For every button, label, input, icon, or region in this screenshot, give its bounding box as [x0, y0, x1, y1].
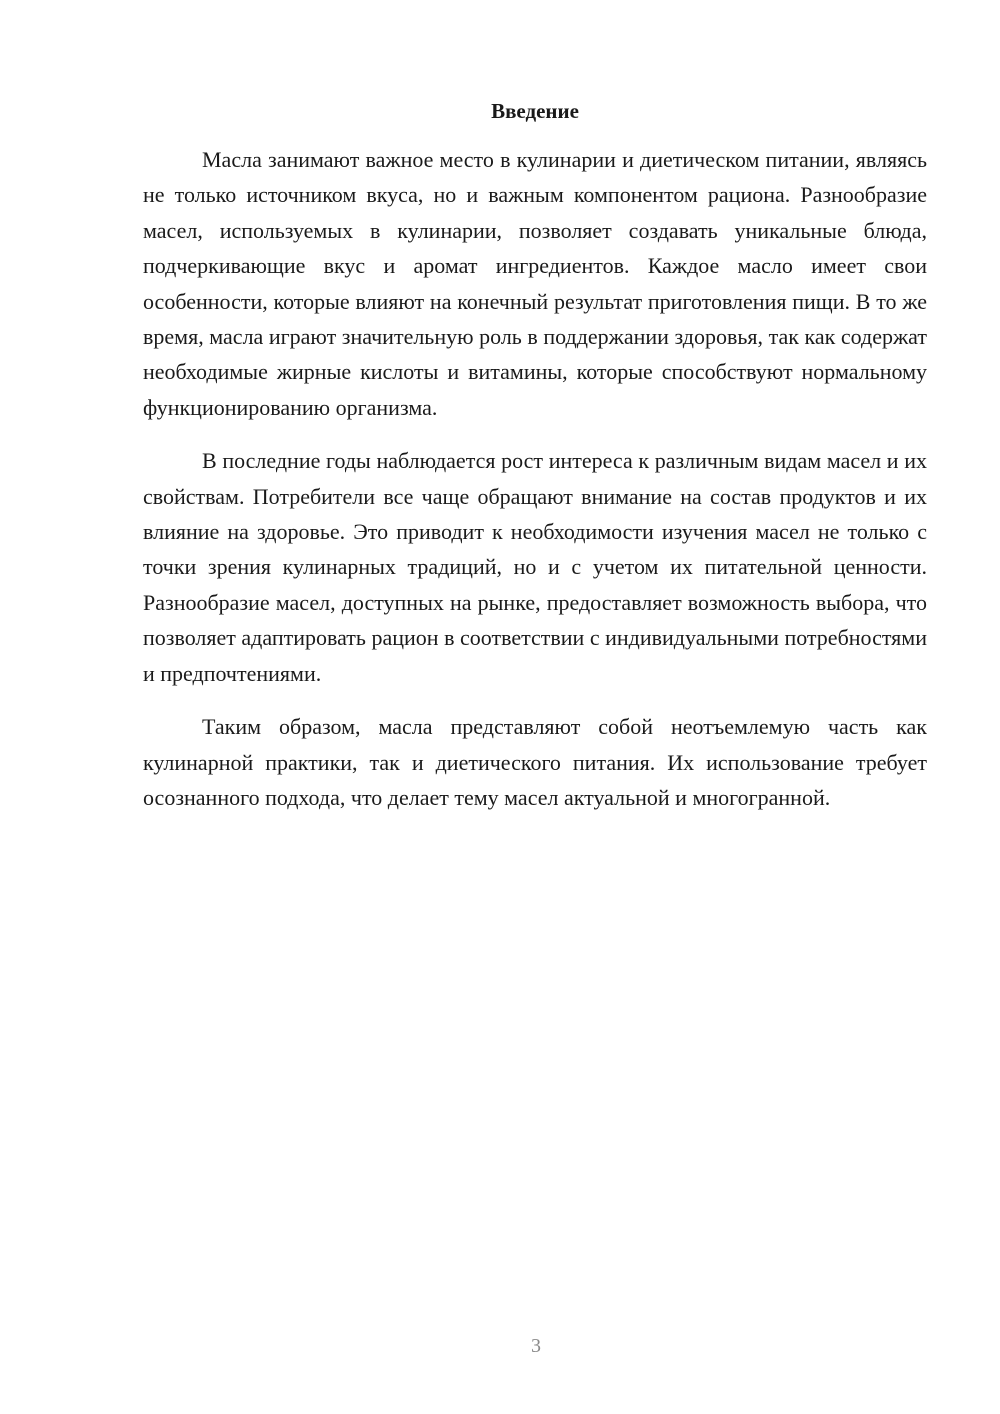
section-heading: Введение	[491, 99, 579, 123]
paragraph-2: В последние годы наблюдается рост интереса к различным видам масел и их свойствам. Потребители все чаще обращают внимание на состав продуктов и их влияние на здоровье. Это приводит к необходимости изучения масел не только с точки зрения кулинарных традиций, но и с учетом их питательной ценности. Разнообразие масел, доступных на рынке, предоставляет возможность выбора, что позволяет адаптировать рацион в соответствии с индивидуальными потребностями и предпочтениями.	[143, 448, 927, 686]
body-text	[143, 142, 927, 833]
paragraph-3: Таким образом, масла представляют собой неотъемлемую часть как кулинарной практики, так и диетического питания. Их использование требует осознанного подхода, что делает тему масел актуальной и многогранной.	[143, 714, 927, 810]
paragraph-1: Масла занимают важное место в кулинарии и диетическом питании, являясь не только источником вкуса, но и важным компонентом рациона. Разнообразие масел, используемых в кулинарии, позволяет создавать уникальные блюда, подчеркивающие вкус и аромат ингредиентов. Каждое масло имеет свои особенности, которые влияют на конечный результат приготовления пищи. В то же время, масла играют значительную роль в поддержании здоровья, так как содержат необходимые жирные кислоты и витамины, которые способствуют нормальному функционированию организма.	[143, 147, 927, 420]
page-number: 3	[531, 1335, 541, 1357]
